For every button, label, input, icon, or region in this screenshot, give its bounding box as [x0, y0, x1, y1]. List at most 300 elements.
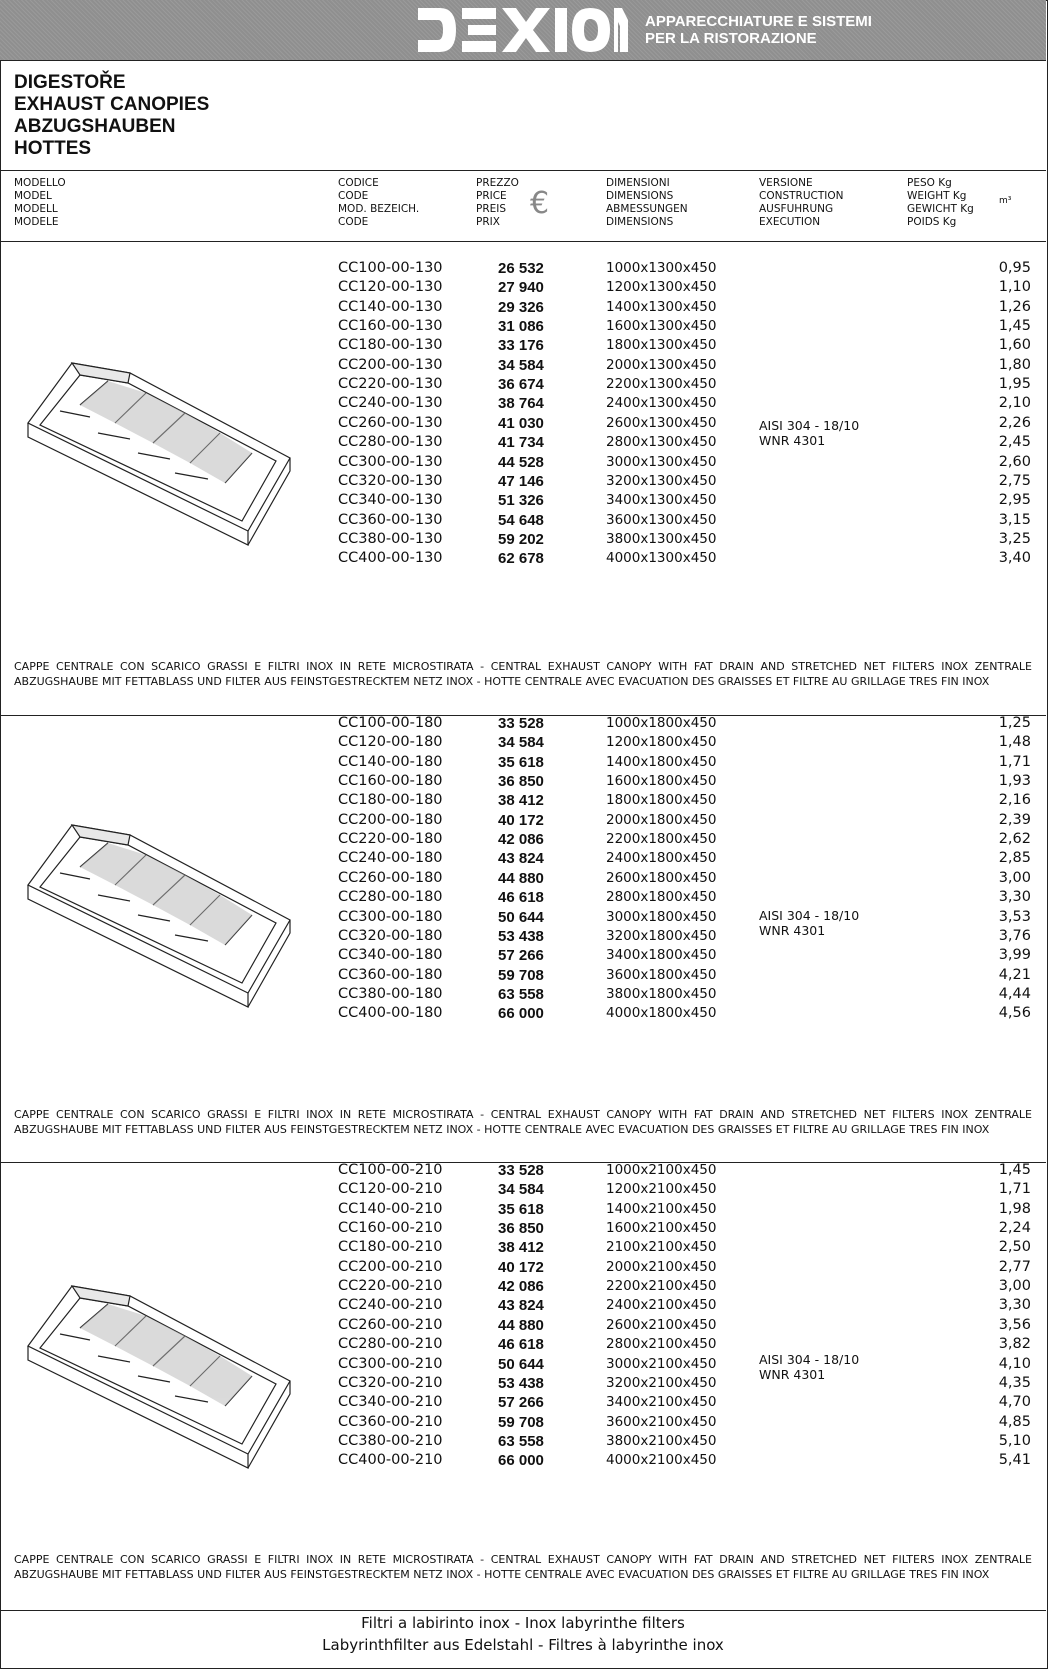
table-row — [0, 1005, 1046, 1025]
table-row — [0, 279, 1046, 299]
volume-value: 2,24 — [998, 1220, 1031, 1237]
euro-icon: € — [530, 186, 550, 221]
price-value: 63 558 — [498, 985, 544, 1003]
volume-value: 5,41 — [998, 1452, 1031, 1469]
volume-value: 4,10 — [998, 1355, 1031, 1372]
volume-value: 2,85 — [998, 850, 1031, 867]
dimensions-value: 3400x1800x450 — [606, 947, 717, 964]
volume-value: 3,53 — [998, 908, 1031, 925]
price-value: 35 618 — [498, 753, 544, 771]
volume-value: 1,60 — [998, 337, 1031, 354]
dimensions-value: 2200x1300x450 — [606, 376, 717, 393]
table-row — [0, 1162, 1046, 1182]
dimensions-value: 3200x2100x450 — [606, 1374, 717, 1391]
price-value: 51 326 — [498, 492, 544, 510]
price-value: 40 172 — [498, 1258, 544, 1276]
col-label: DIMENSIONS — [606, 190, 674, 202]
price-value: 57 266 — [498, 947, 544, 965]
table-row — [0, 773, 1046, 793]
version-line: WNR 4301 — [759, 433, 826, 448]
price-value: 46 618 — [498, 1336, 544, 1354]
table-row — [0, 1375, 1046, 1395]
price-value: 33 176 — [498, 337, 544, 355]
volume-value: 2,10 — [998, 395, 1031, 412]
dimensions-value: 2000x1800x450 — [606, 811, 717, 828]
col-label: CODE — [338, 216, 369, 228]
price-value: 36 674 — [498, 376, 544, 394]
model-code: CC340-00-130 — [338, 492, 443, 509]
col-header-version — [759, 177, 843, 229]
model-code: CC320-00-210 — [338, 1374, 443, 1391]
model-code: CC380-00-210 — [338, 1432, 443, 1449]
volume-value: 1,80 — [998, 356, 1031, 373]
model-code: CC320-00-130 — [338, 472, 443, 489]
volume-value: 3,25 — [998, 530, 1031, 547]
col-label: CODICE — [338, 177, 379, 189]
dimensions-value: 1000x1800x450 — [606, 715, 717, 731]
dimensions-value: 4000x1800x450 — [606, 1005, 717, 1022]
page-titles — [14, 72, 209, 160]
volume-value: 0,95 — [998, 260, 1031, 276]
table-row — [0, 967, 1046, 987]
table-row — [0, 395, 1046, 415]
table-row — [0, 754, 1046, 774]
price-value: 35 618 — [498, 1200, 544, 1218]
table-row — [0, 1239, 1046, 1259]
table-row — [0, 1297, 1046, 1317]
model-code: CC220-00-210 — [338, 1278, 443, 1295]
dimensions-value: 2100x2100x450 — [606, 1239, 717, 1256]
dimensions-value: 1200x1800x450 — [606, 734, 717, 751]
dimensions-value: 2200x2100x450 — [606, 1278, 717, 1295]
dimensions-value: 3600x2100x450 — [606, 1413, 717, 1430]
model-code: CC400-00-210 — [338, 1452, 443, 1469]
model-code: CC120-00-210 — [338, 1181, 443, 1198]
version-line: AISI 304 - 18/10 — [759, 1352, 860, 1367]
table-row — [0, 734, 1046, 754]
section-210 — [0, 1162, 1046, 1610]
model-code: CC260-00-210 — [338, 1316, 443, 1333]
price-value: 42 086 — [498, 1278, 544, 1296]
model-code: CC340-00-180 — [338, 947, 443, 964]
table-row — [0, 1356, 1046, 1376]
volume-value: 2,45 — [998, 434, 1031, 451]
price-value: 66 000 — [498, 1005, 544, 1023]
table-row — [0, 1414, 1046, 1434]
model-code: CC180-00-130 — [338, 337, 443, 354]
volume-value: 2,75 — [998, 472, 1031, 489]
dimensions-value: 2800x1300x450 — [606, 434, 717, 451]
price-value: 34 584 — [498, 734, 544, 752]
table-row — [0, 357, 1046, 377]
table-row — [0, 1433, 1046, 1453]
model-code: CC380-00-130 — [338, 530, 443, 547]
volume-value: 1,45 — [998, 1162, 1031, 1178]
volume-value: 1,71 — [998, 753, 1031, 770]
dimensions-value: 4000x1300x450 — [606, 550, 717, 567]
volume-value: 4,44 — [998, 985, 1031, 1002]
version-line: WNR 4301 — [759, 1367, 826, 1382]
col-header-dimensions — [606, 177, 688, 229]
model-code: CC300-00-180 — [338, 908, 443, 925]
col-label: CODE — [338, 190, 369, 202]
table-row — [0, 376, 1046, 396]
model-code: CC220-00-180 — [338, 831, 443, 848]
price-value: 57 266 — [498, 1394, 544, 1412]
volume-value: 1,45 — [998, 318, 1031, 335]
model-code: CC160-00-180 — [338, 773, 443, 790]
volume-value: 3,56 — [998, 1316, 1031, 1333]
col-header-model — [14, 177, 66, 229]
col-label: MODELL — [14, 203, 58, 215]
dimensions-value: 1000x1300x450 — [606, 260, 717, 276]
table-row — [0, 415, 1046, 435]
dimensions-value: 1800x1800x450 — [606, 792, 717, 809]
model-code: CC240-00-210 — [338, 1297, 443, 1314]
section-description: CAPPE CENTRALE CON SCARICO GRASSI E FILTRI INOX IN RETE MICROSTIRATA - CENTRAL EXHAUST CANOPY WITH FAT DRAIN AND STRETCHED NET FILTERS INOX ZENTRALE ABZUGSHAUBE MIT FETTABLASS UND FILTER AUS FEINSTGESTRECKTEM NETZ INOX - HOTTE CENTRALE AVEC EVACUATION DES GRAISSES ET FILTRE AU GRILLAGE TRES FIN INOX — [14, 660, 1032, 688]
price-value: 43 824 — [498, 850, 544, 868]
volume-value: 3,40 — [998, 550, 1031, 567]
table-row — [0, 947, 1046, 967]
section-description: CAPPE CENTRALE CON SCARICO GRASSI E FILTRI INOX IN RETE MICROSTIRATA - CENTRAL EXHAUST CANOPY WITH FAT DRAIN AND STRETCHED NET FILTERS INOX ZENTRALE ABZUGSHAUBE MIT FETTABLASS UND FILTER AUS FEINSTGESTRECKTEM NETZ INOX - HOTTE CENTRALE AVEC EVACUATION DES GRAISSES ET FILTRE AU GRILLAGE TRES FIN INOX — [14, 1553, 1032, 1581]
volume-value: 1,26 — [998, 298, 1031, 315]
price-value: 26 532 — [498, 260, 544, 277]
volume-value: 1,10 — [998, 279, 1031, 296]
volume-value: 3,00 — [998, 869, 1031, 886]
volume-value: 1,93 — [998, 773, 1031, 790]
table-row — [0, 299, 1046, 319]
dimensions-value: 3800x1300x450 — [606, 530, 717, 547]
volume-value: 4,56 — [998, 1005, 1031, 1022]
table-row — [0, 792, 1046, 812]
brand-tagline — [645, 13, 872, 47]
dimensions-value: 2400x1800x450 — [606, 850, 717, 867]
price-value: 34 584 — [498, 1181, 544, 1199]
col-header-weight — [907, 177, 974, 229]
col-label: MODELE — [14, 216, 59, 228]
price-value: 38 764 — [498, 395, 544, 413]
price-value: 66 000 — [498, 1452, 544, 1470]
model-code: CC220-00-130 — [338, 376, 443, 393]
model-code: CC120-00-130 — [338, 279, 443, 296]
price-value: 59 708 — [498, 966, 544, 984]
version-line: AISI 304 - 18/10 — [759, 418, 860, 433]
model-code: CC340-00-210 — [338, 1394, 443, 1411]
version-line: AISI 304 - 18/10 — [759, 908, 860, 923]
table-row — [0, 909, 1046, 929]
dimensions-value: 1400x2100x450 — [606, 1200, 717, 1217]
col-label: MOD. BEZEICH. — [338, 203, 420, 215]
dimensions-value: 2000x1300x450 — [606, 356, 717, 373]
dexion-logo — [418, 4, 628, 56]
col-label: GEWICHT Kg — [907, 203, 974, 215]
dimensions-value: 3400x2100x450 — [606, 1394, 717, 1411]
table-row — [0, 473, 1046, 493]
dimensions-value: 2800x2100x450 — [606, 1336, 717, 1353]
model-code: CC180-00-180 — [338, 792, 443, 809]
col-label: PRICE — [476, 190, 507, 202]
dimensions-value: 2200x1800x450 — [606, 831, 717, 848]
dimensions-value: 1800x1300x450 — [606, 337, 717, 354]
price-value: 62 678 — [498, 550, 544, 568]
price-value: 53 438 — [498, 1374, 544, 1392]
model-code: CC380-00-180 — [338, 985, 443, 1002]
footer-line-1: Filtri a labirinto inox - Inox labyrinthe filters — [361, 1614, 685, 1632]
volume-value: 1,25 — [998, 715, 1031, 731]
price-value: 31 086 — [498, 318, 544, 336]
dimensions-value: 1600x1300x450 — [606, 318, 717, 335]
section-description: CAPPE CENTRALE CON SCARICO GRASSI E FILTRI INOX IN RETE MICROSTIRATA - CENTRAL EXHAUST CANOPY WITH FAT DRAIN AND STRETCHED NET FILTERS INOX ZENTRALE ABZUGSHAUBE MIT FETTABLASS UND FILTER AUS FEINSTGESTRECKTEM NETZ INOX - HOTTE CENTRALE AVEC EVACUATION DES GRAISSES ET FILTRE AU GRILLAGE TRES FIN INOX — [14, 1108, 1032, 1136]
tagline-line-2: PER LA RISTORAZIONE — [645, 30, 817, 47]
dimensions-value: 3000x1800x450 — [606, 908, 717, 925]
table-row — [0, 1259, 1046, 1279]
model-code: CC280-00-180 — [338, 889, 443, 906]
dimensions-value: 1200x1300x450 — [606, 279, 717, 296]
table-row — [0, 1394, 1046, 1414]
model-code: CC360-00-180 — [338, 966, 443, 983]
volume-value: 3,30 — [998, 1297, 1031, 1314]
price-value: 50 644 — [498, 1355, 544, 1373]
model-code: CC160-00-130 — [338, 318, 443, 335]
section-180 — [0, 715, 1046, 1162]
model-code: CC280-00-210 — [338, 1336, 443, 1353]
col-header-code — [338, 177, 419, 229]
footer-line-2: Labyrinthfilter aus Edelstahl - Filtres à labyrinthe inox — [322, 1636, 724, 1654]
model-code: CC200-00-210 — [338, 1258, 443, 1275]
price-value: 59 202 — [498, 530, 544, 548]
model-code: CC260-00-130 — [338, 414, 443, 431]
volume-value: 3,76 — [998, 927, 1031, 944]
version-text — [759, 1352, 859, 1382]
model-code: CC360-00-130 — [338, 511, 443, 528]
col-label: DIMENSIONI — [606, 177, 670, 189]
table-row — [0, 1181, 1046, 1201]
price-value: 47 146 — [498, 472, 544, 490]
dimensions-value: 3400x1300x450 — [606, 492, 717, 509]
col-label: MODEL — [14, 190, 52, 202]
table-row — [0, 1201, 1046, 1221]
dimensions-value: 2600x2100x450 — [606, 1316, 717, 1333]
price-value: 33 528 — [498, 1162, 544, 1179]
col-label: CONSTRUCTION — [759, 190, 844, 202]
col-label: PRIX — [476, 216, 500, 228]
dimensions-value: 2600x1300x450 — [606, 414, 717, 431]
price-value: 38 412 — [498, 1239, 544, 1257]
price-value: 34 584 — [498, 356, 544, 374]
model-code: CC140-00-130 — [338, 298, 443, 315]
volume-value: 2,16 — [998, 792, 1031, 809]
table-row — [0, 512, 1046, 532]
title-en: EXHAUST CANOPIES — [14, 94, 210, 115]
volume-value: 3,82 — [998, 1336, 1031, 1353]
volume-value: 2,26 — [998, 414, 1031, 431]
price-value: 40 172 — [498, 811, 544, 829]
table-row — [0, 260, 1046, 280]
model-code: CC360-00-210 — [338, 1413, 443, 1430]
model-code: CC300-00-210 — [338, 1355, 443, 1372]
model-code: CC100-00-180 — [338, 715, 443, 731]
col-label: VERSIONE — [759, 177, 813, 189]
table-row — [0, 531, 1046, 551]
dimensions-value: 4000x2100x450 — [606, 1452, 717, 1469]
dimensions-value: 2000x2100x450 — [606, 1258, 717, 1275]
table-row — [0, 492, 1046, 512]
model-code: CC300-00-130 — [338, 453, 443, 470]
table-row — [0, 831, 1046, 851]
price-value: 27 940 — [498, 279, 544, 297]
dimensions-value: 1200x2100x450 — [606, 1181, 717, 1198]
price-value: 36 850 — [498, 1220, 544, 1238]
table-row — [0, 715, 1046, 735]
price-value: 53 438 — [498, 927, 544, 945]
col-label: POIDS Kg — [907, 216, 957, 228]
model-code: CC120-00-180 — [338, 734, 443, 751]
dimensions-value: 2400x2100x450 — [606, 1297, 717, 1314]
price-value: 44 528 — [498, 453, 544, 471]
volume-value: 1,48 — [998, 734, 1031, 751]
dimensions-value: 1400x1800x450 — [606, 753, 717, 770]
table-row — [0, 1317, 1046, 1337]
col-label: PREZZO — [476, 177, 519, 189]
price-value: 50 644 — [498, 908, 544, 926]
volume-value: 4,35 — [998, 1374, 1031, 1391]
model-code: CC140-00-180 — [338, 753, 443, 770]
version-text — [759, 418, 859, 448]
price-value: 54 648 — [498, 511, 544, 529]
price-value: 59 708 — [498, 1413, 544, 1431]
model-code: CC400-00-130 — [338, 550, 443, 567]
volume-value: 2,50 — [998, 1239, 1031, 1256]
divider — [0, 1610, 1046, 1611]
col-header-volume: m³ — [999, 196, 1012, 206]
price-value: 33 528 — [498, 715, 544, 732]
table-row — [0, 1220, 1046, 1240]
volume-value: 3,15 — [998, 511, 1031, 528]
table-row — [0, 986, 1046, 1006]
dimensions-value: 2600x1800x450 — [606, 869, 717, 886]
brand-header — [0, 0, 1046, 61]
price-value: 38 412 — [498, 792, 544, 810]
col-label: EXECUTION — [759, 216, 821, 228]
model-code: CC240-00-130 — [338, 395, 443, 412]
col-label: AUSFUHRUNG — [759, 203, 834, 215]
model-code: CC280-00-130 — [338, 434, 443, 451]
divider — [0, 170, 1046, 171]
model-code: CC160-00-210 — [338, 1220, 443, 1237]
volume-value: 2,39 — [998, 811, 1031, 828]
table-row — [0, 550, 1046, 570]
table-row — [0, 434, 1046, 454]
dimensions-value: 2800x1800x450 — [606, 889, 717, 906]
dimensions-value: 2400x1300x450 — [606, 395, 717, 412]
footer-note — [0, 1612, 1046, 1656]
price-value: 42 086 — [498, 831, 544, 849]
col-label: WEIGHT Kg — [907, 190, 967, 202]
model-code: CC200-00-130 — [338, 356, 443, 373]
col-header-price — [476, 177, 519, 229]
dimensions-value: 3000x2100x450 — [606, 1355, 717, 1372]
col-label: DIMENSIONS — [606, 216, 674, 228]
dimensions-value: 3600x1300x450 — [606, 511, 717, 528]
dimensions-value: 3600x1800x450 — [606, 966, 717, 983]
table-row — [0, 889, 1046, 909]
volume-value: 2,77 — [998, 1258, 1031, 1275]
model-code: CC240-00-180 — [338, 850, 443, 867]
volume-value: 1,71 — [998, 1181, 1031, 1198]
col-label: ABMESSUNGEN — [606, 203, 688, 215]
col-label: PESO Kg — [907, 177, 952, 189]
price-value: 44 880 — [498, 1316, 544, 1334]
model-code: CC400-00-180 — [338, 1005, 443, 1022]
model-code: CC320-00-180 — [338, 927, 443, 944]
volume-value: 3,30 — [998, 889, 1031, 906]
price-value: 41 030 — [498, 414, 544, 432]
table-row — [0, 928, 1046, 948]
model-code: CC100-00-130 — [338, 260, 443, 276]
volume-value: 2,60 — [998, 453, 1031, 470]
section-130 — [0, 241, 1046, 715]
model-code: CC100-00-210 — [338, 1162, 443, 1178]
volume-value: 1,95 — [998, 376, 1031, 393]
volume-value: 4,85 — [998, 1413, 1031, 1430]
volume-value: 1,98 — [998, 1200, 1031, 1217]
dimensions-value: 3800x2100x450 — [606, 1432, 717, 1449]
model-code: CC180-00-210 — [338, 1239, 443, 1256]
col-label: PREIS — [476, 203, 507, 215]
table-row — [0, 318, 1046, 338]
table-row — [0, 337, 1046, 357]
price-value: 44 880 — [498, 869, 544, 887]
price-value: 41 734 — [498, 434, 544, 452]
model-code: CC260-00-180 — [338, 869, 443, 886]
model-code: CC200-00-180 — [338, 811, 443, 828]
price-value: 29 326 — [498, 298, 544, 316]
model-code: CC140-00-210 — [338, 1200, 443, 1217]
volume-value: 3,99 — [998, 947, 1031, 964]
version-line: WNR 4301 — [759, 923, 826, 938]
table-row — [0, 1278, 1046, 1298]
dimensions-value: 1400x1300x450 — [606, 298, 717, 315]
volume-value: 2,62 — [998, 831, 1031, 848]
table-row — [0, 1336, 1046, 1356]
table-row — [0, 812, 1046, 832]
volume-value: 5,10 — [998, 1432, 1031, 1449]
dimensions-value: 3200x1800x450 — [606, 927, 717, 944]
title-fr: HOTTES — [14, 138, 92, 159]
price-value: 46 618 — [498, 889, 544, 907]
title-cz: DIGESTOŘE — [14, 72, 126, 93]
volume-value: 2,95 — [998, 492, 1031, 509]
title-de: ABZUGSHAUBEN — [14, 116, 176, 137]
volume-value: 4,21 — [998, 966, 1031, 983]
price-value: 36 850 — [498, 773, 544, 791]
table-row — [0, 1452, 1046, 1472]
version-text — [759, 908, 859, 938]
table-row — [0, 850, 1046, 870]
price-value: 43 824 — [498, 1297, 544, 1315]
dimensions-value: 1600x2100x450 — [606, 1220, 717, 1237]
volume-value: 4,70 — [998, 1394, 1031, 1411]
dimensions-value: 3000x1300x450 — [606, 453, 717, 470]
dimensions-value: 3200x1300x450 — [606, 472, 717, 489]
price-value: 63 558 — [498, 1432, 544, 1450]
dimensions-value: 3800x1800x450 — [606, 985, 717, 1002]
table-row — [0, 454, 1046, 474]
dimensions-value: 1600x1800x450 — [606, 773, 717, 790]
tagline-line-1: APPARECCHIATURE E SISTEMI — [645, 13, 872, 30]
volume-value: 3,00 — [998, 1278, 1031, 1295]
col-label: MODELLO — [14, 177, 66, 189]
